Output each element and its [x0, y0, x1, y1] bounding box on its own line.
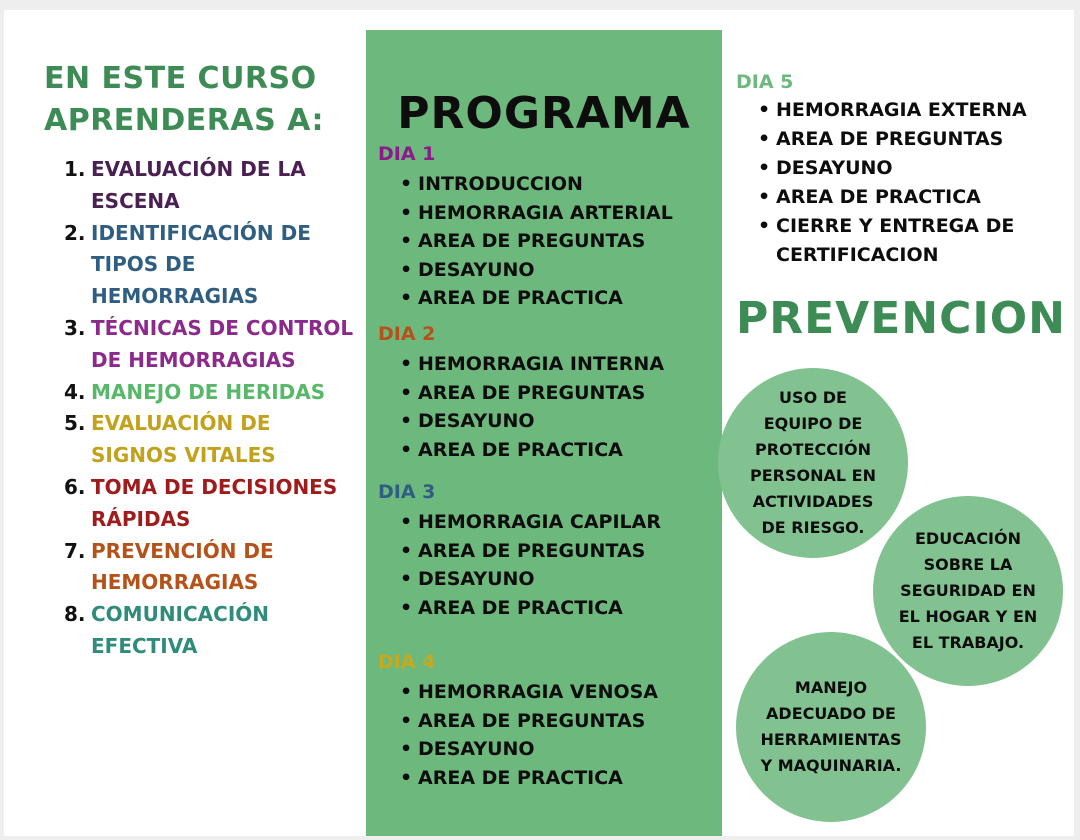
- day-2-block: [378, 322, 718, 464]
- schedule-item: • AREA DE PREGUNTAS: [400, 227, 718, 256]
- day-1-label: DIA 1: [378, 143, 436, 165]
- program-title: PROGRAMA: [397, 88, 691, 139]
- program-panel: [366, 30, 722, 836]
- course-title-line-2: APRENDERAS A:: [44, 103, 324, 138]
- schedule-item: • HEMORRAGIA VENOSA: [400, 678, 718, 707]
- objective-item: 5. EVALUACIÓN DE SIGNOS VITALES: [64, 408, 354, 472]
- schedule-item: • AREA DE PREGUNTAS: [400, 379, 718, 408]
- course-title-line-1: EN ESTE CURSO: [44, 61, 317, 96]
- schedule-item: • HEMORRAGIA CAPILAR: [400, 508, 718, 537]
- day-2-list: [378, 350, 718, 464]
- objective-text: COMUNICACIÓN EFECTIVA: [91, 602, 270, 658]
- objective-text: EVALUACIÓN DE LA ESCENA: [91, 157, 306, 213]
- prevention-title: PREVENCION: [736, 293, 1067, 344]
- day-3-list: [378, 508, 718, 622]
- schedule-item: • HEMORRAGIA EXTERNA: [758, 99, 1027, 121]
- day-5-block: [736, 70, 1066, 270]
- schedule-item: • AREA DE PREGUNTAS: [758, 128, 1004, 150]
- schedule-item: • DESAYUNO: [758, 157, 893, 179]
- schedule-item: • AREA DE PRACTICA: [400, 594, 718, 623]
- schedule-item: • DESAYUNO: [400, 256, 718, 285]
- objective-item: 7. PREVENCIÓN DE HEMORRAGIAS: [64, 536, 354, 600]
- prevention-circle-education: EDUCACIÓN SOBRE LA SEGURIDAD EN EL HOGAR Y EN EL TRABAJO.: [873, 496, 1063, 686]
- prevention-circle-tools: MANEJO ADECUADO DE HERRAMIENTAS Y MAQUINARIA.: [736, 632, 926, 822]
- objective-text: PREVENCIÓN DE HEMORRAGIAS: [91, 538, 274, 595]
- schedule-item: • AREA DE PRACTICA: [400, 436, 718, 465]
- day-4-block: [378, 650, 718, 792]
- schedule-item: • INTRODUCCION: [400, 170, 718, 199]
- schedule-item: • DESAYUNO: [400, 565, 718, 594]
- schedule-item: • AREA DE PRACTICA: [758, 186, 981, 208]
- objective-item: 2. IDENTIFICACIÓN DE TIPOS DE HEMORRAGIAS: [64, 218, 354, 313]
- objective-item: 4. MANEJO DE HERIDAS: [64, 377, 354, 409]
- learning-objectives-list: [64, 154, 354, 663]
- day-4-label: DIA 4: [378, 651, 436, 673]
- day-4-list: [378, 678, 718, 792]
- schedule-item: • AREA DE PREGUNTAS: [400, 707, 718, 736]
- objective-item: 3. TÉCNICAS DE CONTROL DE HEMORRAGIAS: [64, 313, 354, 377]
- objective-text: IDENTIFICACIÓN DE TIPOS DE HEMORRAGIAS: [91, 220, 311, 309]
- day-5-label: DIA 5: [736, 71, 794, 93]
- objective-item: 1. EVALUACIÓN DE LA ESCENA: [64, 154, 354, 218]
- course-title: [44, 58, 324, 142]
- brochure-page: [4, 10, 1074, 836]
- day-3-label: DIA 3: [378, 481, 436, 503]
- schedule-item: • AREA DE PRACTICA: [400, 764, 718, 793]
- schedule-item: • HEMORRAGIA INTERNA: [400, 350, 718, 379]
- day-3-block: [378, 480, 718, 622]
- schedule-item: • DESAYUNO: [400, 407, 718, 436]
- objective-text: TOMA DE DECISIONES RÁPIDAS: [91, 474, 338, 531]
- schedule-item: • CIERRE Y ENTREGA DE CERTIFICACION: [758, 215, 1015, 266]
- objective-text: MANEJO DE HERIDAS: [91, 379, 326, 404]
- objective-item: 6. TOMA DE DECISIONES RÁPIDAS: [64, 472, 354, 536]
- schedule-item: • HEMORRAGIA ARTERIAL: [400, 199, 718, 228]
- day-5-list: [736, 96, 1066, 270]
- day-1-list: [378, 170, 718, 313]
- day-2-label: DIA 2: [378, 323, 436, 345]
- prevention-circle-ppe: USO DE EQUIPO DE PROTECCIÓN PERSONAL EN ACTIVIDADES DE RIESGO.: [718, 368, 908, 558]
- objective-text: TÉCNICAS DE CONTROL DE HEMORRAGIAS: [91, 315, 354, 372]
- day-1-block: [378, 142, 718, 313]
- schedule-item: • DESAYUNO: [400, 735, 718, 764]
- schedule-item: • AREA DE PREGUNTAS: [400, 537, 718, 566]
- objective-text: EVALUACIÓN DE SIGNOS VITALES: [91, 411, 276, 468]
- objective-item: 8. COMUNICACIÓN EFECTIVA: [64, 599, 354, 663]
- schedule-item: • AREA DE PRACTICA: [400, 284, 718, 313]
